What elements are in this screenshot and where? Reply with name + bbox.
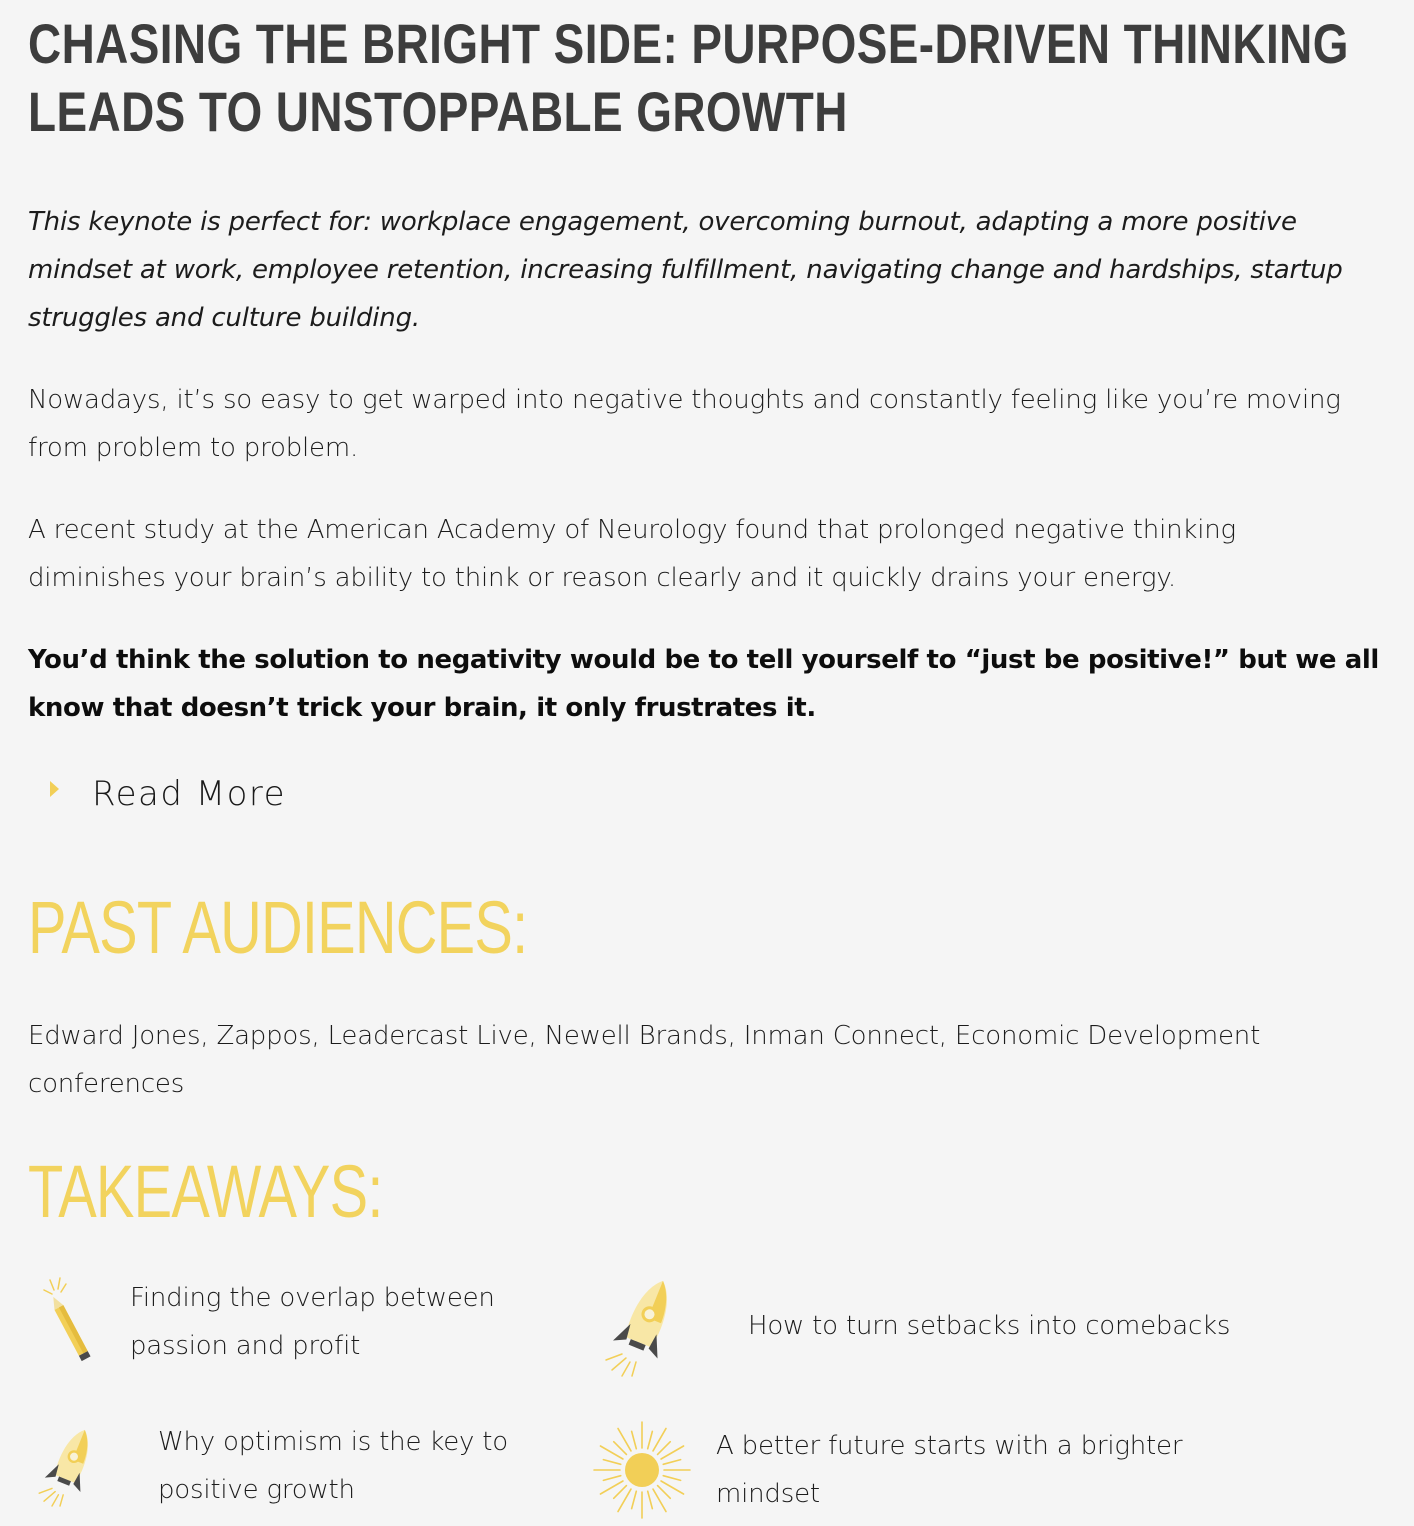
- text-line: This keynote is perfect for: workplace engagement, overcoming burnout, adapting a more positive: [28, 207, 1297, 237]
- text-line: conferences: [28, 1069, 185, 1099]
- takeaway-item: [40, 1274, 495, 1370]
- past-audiences-list: [28, 1012, 1398, 1108]
- text-line: from problem to problem.: [28, 433, 359, 463]
- intro-perfect-for: [28, 198, 1398, 342]
- takeaway-item: [590, 1418, 1182, 1522]
- takeaways-heading: TAKEAWAYS:: [28, 1150, 383, 1233]
- intro-paragraph-1: [28, 376, 1398, 472]
- text-line: Finding the overlap between: [130, 1283, 495, 1313]
- takeaway-item: [602, 1274, 1230, 1378]
- rocket-icon: [602, 1274, 682, 1378]
- text-line: Nowadays, it’s so easy to get warped into negative thoughts and constantly feeling like you’re moving: [28, 385, 1341, 415]
- text-line: Why optimism is the key to: [158, 1427, 509, 1457]
- takeaway-text: [158, 1418, 508, 1514]
- text-line: A recent study at the American Academy of Neurology found that prolonged negative thinking: [28, 515, 1236, 545]
- title-line-1: CHASING THE BRIGHT SIDE: PURPOSE-DRIVEN THINKING: [28, 12, 1349, 75]
- text-line: mindset at work, employee retention, increasing fulfillment, navigating change and hardships, startup: [28, 255, 1343, 285]
- text-line: diminishes your brain’s ability to think or reason clearly and it quickly drains your energy.: [28, 563, 1176, 593]
- sun-icon: [590, 1418, 694, 1522]
- takeaway-text: [130, 1274, 495, 1370]
- intro-paragraph-2: [28, 506, 1398, 602]
- read-more-label: Read More: [92, 774, 287, 814]
- text-line: passion and profit: [130, 1331, 361, 1361]
- page-title: [28, 10, 1349, 146]
- title-line-2: LEADS TO UNSTOPPABLE GROWTH: [28, 80, 848, 143]
- text-line: know that doesn’t trick your brain, it only frustrates it.: [28, 693, 816, 723]
- caret-right-icon: [50, 781, 59, 797]
- takeaway-text: [748, 1302, 1230, 1350]
- text-line: positive growth: [158, 1475, 355, 1505]
- text-line: struggles and culture building.: [28, 303, 420, 333]
- text-line: A better future starts with a brighter: [716, 1431, 1183, 1461]
- read-more-toggle[interactable]: [50, 774, 286, 814]
- takeaway-text: [716, 1422, 1182, 1518]
- pencil-icon: [40, 1276, 102, 1368]
- text-line: mindset: [716, 1479, 820, 1509]
- intro-bold-statement: [28, 636, 1398, 732]
- rocket-icon: [36, 1422, 100, 1510]
- text-line: How to turn setbacks into comebacks: [748, 1311, 1231, 1341]
- past-audiences-heading: PAST AUDIENCES:: [28, 886, 528, 969]
- text-line: Edward Jones, Zappos, Leadercast Live, Newell Brands, Inman Connect, Economic Development: [28, 1021, 1261, 1051]
- text-line: You’d think the solution to negativity would be to tell yourself to “just be positive!” but we all: [28, 645, 1379, 675]
- takeaway-item: [36, 1418, 508, 1514]
